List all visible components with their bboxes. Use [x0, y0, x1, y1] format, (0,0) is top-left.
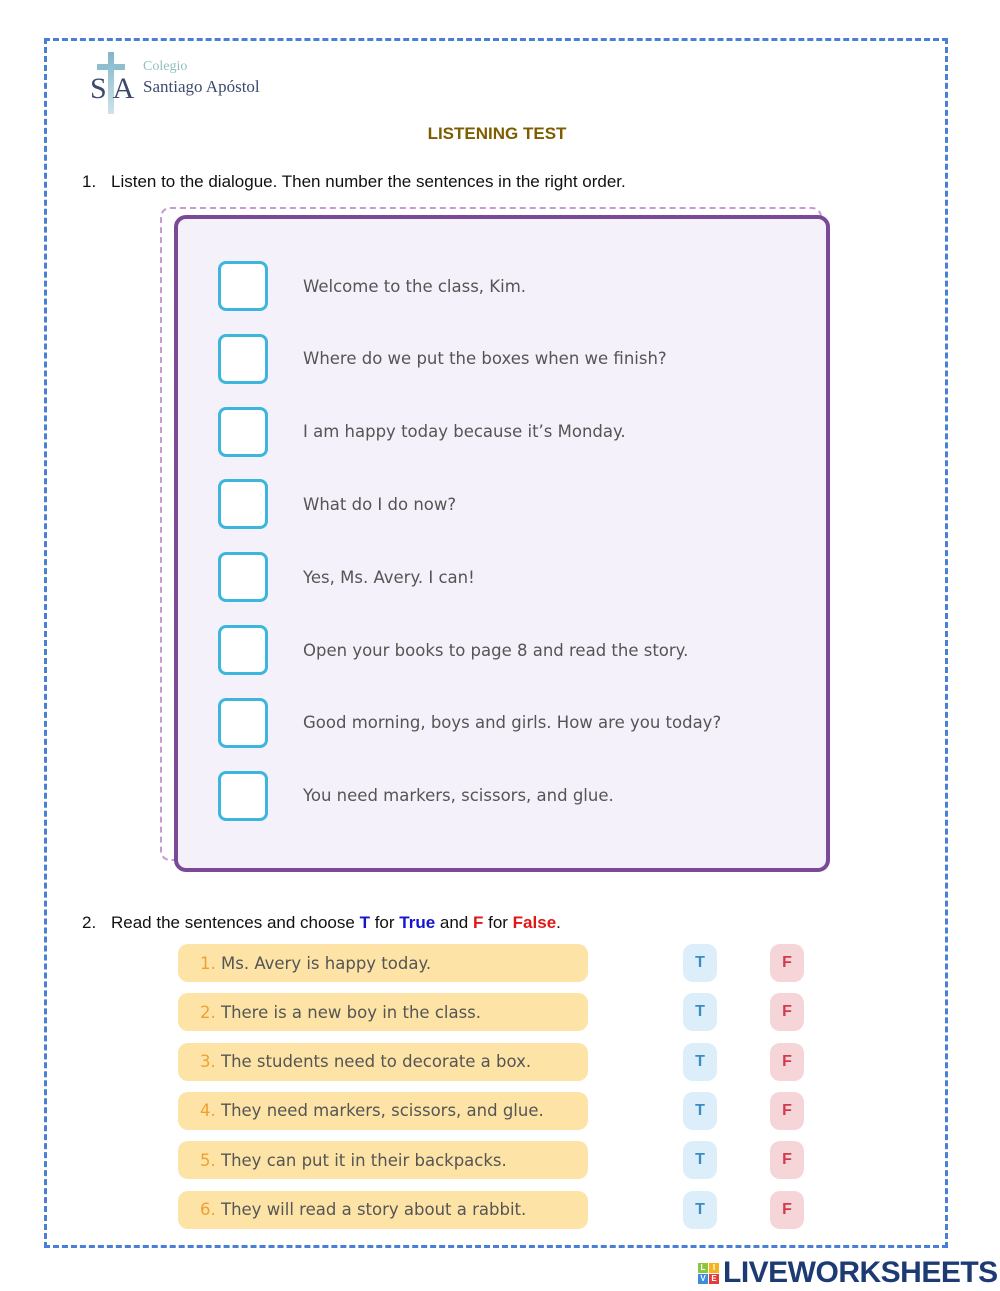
tf-statement [178, 1191, 588, 1229]
false-button[interactable]: F [770, 1141, 804, 1179]
false-button[interactable]: F [770, 944, 804, 982]
true-button[interactable]: T [683, 1043, 717, 1081]
sentence-row [218, 477, 456, 531]
question-number: 1. [82, 172, 97, 191]
tf-row [178, 1141, 808, 1179]
school-logo [88, 50, 288, 116]
question-text: Listen to the dialogue. Then number the sentences in the right order. [111, 172, 626, 191]
logo-block: L [698, 1263, 708, 1273]
tf-statement [178, 1092, 588, 1130]
tf-statement [178, 1043, 588, 1081]
statement-number: 2. [200, 1002, 216, 1022]
logo-line1: Colegio [143, 59, 188, 74]
logo-block: I [709, 1263, 719, 1273]
order-number-input[interactable] [218, 698, 268, 748]
tf-row [178, 1043, 808, 1081]
sentence-text: What do I do now? [303, 494, 457, 514]
liveworksheets-logo [698, 1256, 998, 1290]
tf-statement [178, 944, 588, 982]
true-button[interactable]: T [683, 944, 717, 982]
statement-number: 6. [200, 1200, 216, 1219]
logo-block: V [698, 1274, 708, 1284]
sentence-row [218, 696, 721, 750]
tf-row [178, 1191, 808, 1229]
live-blocks-icon [698, 1263, 719, 1284]
question-text: and [435, 913, 473, 932]
question-text: Read the sentences and choose [111, 913, 360, 932]
statement-text: Ms. Avery is happy today. [215, 953, 432, 973]
tf-statement [178, 993, 588, 1031]
logo-line2: Santiago Apóstol [143, 77, 260, 96]
sentence-text: Open your books to page 8 and read the story. [303, 640, 689, 660]
sentence-text: Where do we put the boxes when we finish? [303, 349, 667, 369]
sentence-row [218, 405, 626, 459]
sentence-row [218, 332, 667, 386]
question-2 [82, 913, 561, 933]
sentence-text: Welcome to the class, Kim. [303, 276, 527, 296]
statement-number: 5. [200, 1150, 216, 1170]
true-word: True [399, 913, 436, 932]
false-button[interactable]: F [770, 1092, 804, 1130]
tf-statement [178, 1141, 588, 1179]
false-button[interactable]: F [770, 1191, 804, 1229]
sentence-text: Yes, Ms. Avery. I can! [303, 567, 475, 587]
true-button[interactable]: T [683, 1141, 717, 1179]
tf-row [178, 944, 808, 982]
page-title: LISTENING TEST [427, 124, 567, 143]
sentence-row [218, 623, 688, 677]
question-number: 2. [82, 913, 97, 932]
statement-text: They will read a story about a rabbit. [215, 1200, 527, 1219]
statement-text: There is a new boy in the class. [215, 1002, 482, 1022]
tf-row [178, 1092, 808, 1130]
logo-monogram: SA [90, 72, 141, 105]
statement-number: 4. [200, 1101, 216, 1121]
true-button[interactable]: T [683, 1092, 717, 1130]
statement-text: They need markers, scissors, and glue. [215, 1101, 544, 1121]
question-1 [82, 172, 626, 192]
statement-number: 3. [200, 1052, 216, 1072]
true-button[interactable]: T [683, 1191, 717, 1229]
sentence-row [218, 259, 526, 313]
order-number-input[interactable] [218, 479, 268, 529]
sentence-row [218, 550, 475, 604]
true-button[interactable]: T [683, 993, 717, 1031]
logo-block: E [709, 1274, 719, 1284]
question-text: . [556, 913, 561, 932]
question-text: for [369, 913, 400, 932]
sentence-text: You need markers, scissors, and glue. [303, 786, 614, 806]
statement-text: They can put it in their backpacks. [215, 1150, 507, 1170]
sentence-row [218, 769, 614, 823]
false-word: False [512, 913, 557, 932]
t-letter: T [359, 913, 370, 932]
order-number-input[interactable] [218, 552, 268, 602]
false-button[interactable]: F [770, 993, 804, 1031]
f-letter: F [472, 913, 484, 932]
statement-text: The students need to decorate a box. [215, 1052, 532, 1072]
sentence-text: Good morning, boys and girls. How are you today? [303, 713, 722, 733]
brand-name: LIVEWORKSHEETS [723, 1256, 998, 1289]
order-number-input[interactable] [218, 625, 268, 675]
tf-row [178, 993, 808, 1031]
false-button[interactable]: F [770, 1043, 804, 1081]
statement-number: 1. [200, 953, 216, 973]
order-number-input[interactable] [218, 407, 268, 457]
order-number-input[interactable] [218, 771, 268, 821]
order-number-input[interactable] [218, 334, 268, 384]
order-number-input[interactable] [218, 261, 268, 311]
question-text: for [483, 913, 513, 932]
sentence-text: I am happy today because it’s Monday. [303, 422, 626, 442]
